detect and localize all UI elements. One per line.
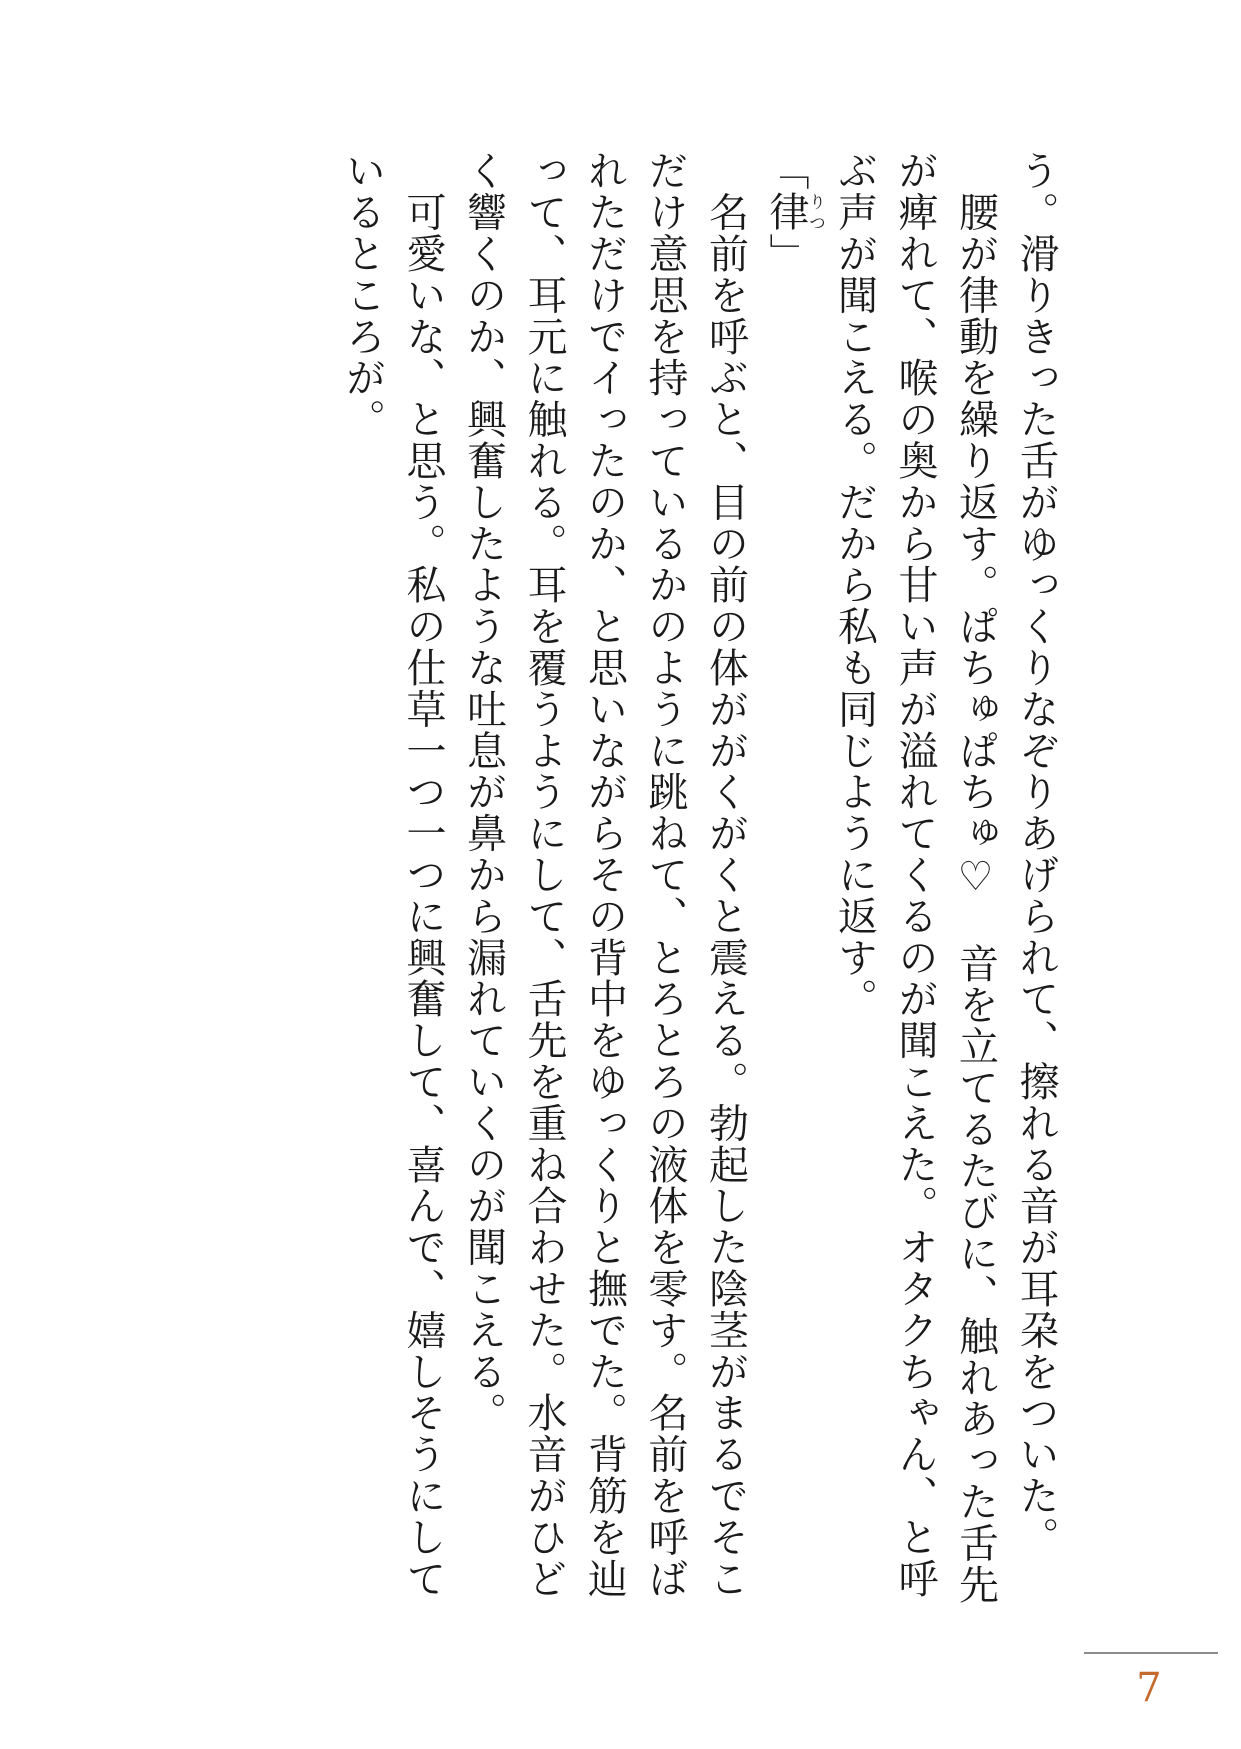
paragraph-4: 名前を呼ぶと、目の前の体ががくがくと震える。勃起した陰茎がまるでそこだけ意思を持っているかのように跳ねて、とろとろの液体を零す。名前を呼ばれただけでイったのか、と思いながらその背中をゆっくりと撫でた。背筋を辿って、耳元に触れる。耳を覆うようにして、舌先を重ね合わせた。水音がひどく響くのか、興奮したような吐息が鼻から漏れていくのが聞こえる。 [460,150,749,1600]
paragraph-2: 腰が律動を繰り返す。ぱちゅぱちゅ♡ 音を立てるたびに、触れあった舌先が痺れて、喉の奥から甘い声が溢れてくるのが聞こえた。オタクちゃん、と呼ぶ声が聞こえる。だから私も同じように返す。 [831,150,999,1605]
footer-rule [1084,1652,1218,1654]
page-number: 7 [1136,1665,1162,1711]
body-text [332,150,1066,1630]
ruby-reading: りつ [805,191,825,233]
ruby-base: 律 [763,191,809,233]
paragraph-5: 可愛いな、と思う。私の仕草一つ一つに興奮して、喜んで、嬉しそうにしているところが。 [339,150,446,1599]
paragraph-3: 「律りつ」 [763,150,825,275]
paragraph-1: う。滑りきった舌がゆっくりなぞりあげられて、擦れる音が耳朶をついた。 [1013,150,1059,1558]
ruby-name [763,191,825,233]
